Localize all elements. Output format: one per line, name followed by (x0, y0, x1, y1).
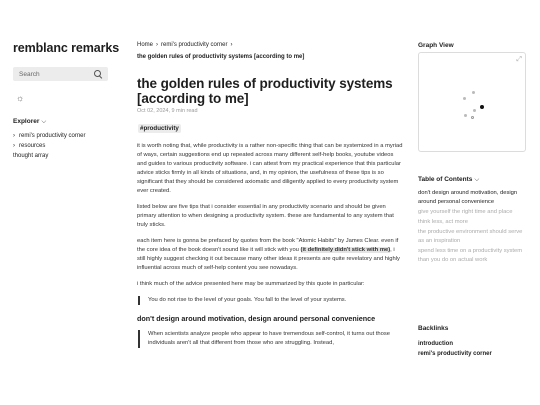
toc-item[interactable]: don't design around motivation, design around personal convenience (418, 190, 518, 205)
chevron-down-icon: ⌵ (474, 176, 480, 183)
explorer-title: Explorer (13, 118, 40, 125)
graph-node[interactable] (472, 91, 475, 94)
backlinks-title: Backlinks (418, 325, 449, 332)
toc-item[interactable]: spend less time on a productivity system than you do on actual work (418, 248, 523, 263)
explorer-toggle[interactable] (13, 118, 46, 126)
toc-toggle[interactable] (418, 176, 479, 184)
paragraph (137, 237, 403, 273)
article-meta: Oct 02, 2024, 9 min read (137, 108, 198, 114)
page-title: the golden rules of productivity systems [according to me] (137, 76, 393, 106)
toc-title: Table of Contents (418, 176, 473, 183)
backlinks-list (418, 339, 492, 359)
left-sidebar (0, 0, 122, 405)
graph-node[interactable] (471, 116, 474, 119)
backlink-item[interactable]: remi's productivity corner (418, 351, 492, 357)
chevron-right-icon: › (13, 133, 15, 139)
breadcrumb-parent[interactable]: remi's productivity corner (161, 42, 228, 48)
breadcrumb-home[interactable]: Home (137, 42, 154, 48)
chevron-right-icon: › (13, 143, 15, 149)
explorer-folder[interactable] (13, 141, 86, 151)
explorer-item[interactable] (13, 151, 86, 161)
search-button[interactable] (13, 67, 108, 81)
chevron-right-icon: › (156, 42, 159, 48)
chevron-right-icon: › (230, 42, 233, 48)
graph-view[interactable] (418, 52, 526, 152)
paragraph-text: , i still highly suggest checking it out because many other ideas it presents are quite revelatory and highly influential across much of self-help content you see nowadays. (137, 247, 400, 271)
highlighted-text: (it definitely didn't stick with me) (300, 247, 391, 253)
graph-node[interactable] (480, 105, 484, 109)
toc-item[interactable]: the productive environment should serve as an inspiration (418, 229, 523, 244)
toc-item[interactable]: think less, act more (418, 219, 468, 225)
graph-node[interactable] (463, 97, 466, 100)
expand-icon[interactable]: ⤢ (516, 56, 522, 63)
article-body (137, 142, 403, 357)
right-sidebar (418, 0, 540, 405)
explorer-item-label: thought array (13, 153, 49, 159)
paragraph: listed below are five tips that i consider essential in any productivity scenario and should be given primary attention to when designing a productivity system. these are fundamental to any system that truly sticks. (137, 204, 394, 228)
section-heading: don't design around motivation, design around personal convenience (137, 314, 376, 323)
site-title[interactable]: remblanc remarks (13, 41, 120, 55)
explorer-item-label: resources (19, 143, 46, 149)
toc-item[interactable]: give yourself the right time and place (418, 209, 513, 215)
paragraph-text: each item here is gonna be prefaced by quotes from the book "Atomic Habits" by James Clear. even if the core idea of the book doesn't sound like it will stick with you (137, 238, 399, 253)
article-main (137, 0, 403, 405)
explorer-folder[interactable] (13, 131, 86, 141)
blockquote: You do not rise to the level of your goals. You fall to the level of your systems. (138, 296, 403, 305)
explorer-tree (13, 131, 86, 161)
backlink-item[interactable]: introduction (418, 341, 453, 347)
graph-node[interactable] (473, 109, 476, 112)
breadcrumb-current: the golden rules of productivity systems [according to me] (137, 54, 305, 60)
graph-node[interactable] (464, 114, 467, 117)
graph-title: Graph View (418, 42, 454, 49)
breadcrumb (137, 42, 236, 48)
search-label: Search (19, 70, 40, 78)
paragraph: i think much of the advice presented here may be summarized by this quote in particular: (137, 281, 365, 287)
blockquote: When scientists analyze people who appear to have tremendous self-control, it turns out those individuals aren't all that different from those who are struggling. Instead, (138, 330, 403, 348)
paragraph: it is worth noting that, while productivity is a rather non-specific thing that can be systemized in a myriad of ways, certain suggestions end up repeated across many different self-help books, youtube videos and guides to various productivity software. i can attest from my practical experience that this particular advice sticks firmly in all kinds of situations, and, in my opinion, the usefulness of these tips is so significant that they should be considered axiomatic and diligently applied to every productivity system ever created. (137, 143, 403, 194)
sun-icon[interactable]: ☼ (16, 93, 25, 103)
explorer-item-label: remi's productivity corner (19, 133, 86, 139)
search-icon (94, 70, 103, 79)
chevron-down-icon: ⌵ (41, 118, 47, 125)
tag-link[interactable]: #productivity (140, 125, 179, 132)
table-of-contents (418, 189, 530, 266)
